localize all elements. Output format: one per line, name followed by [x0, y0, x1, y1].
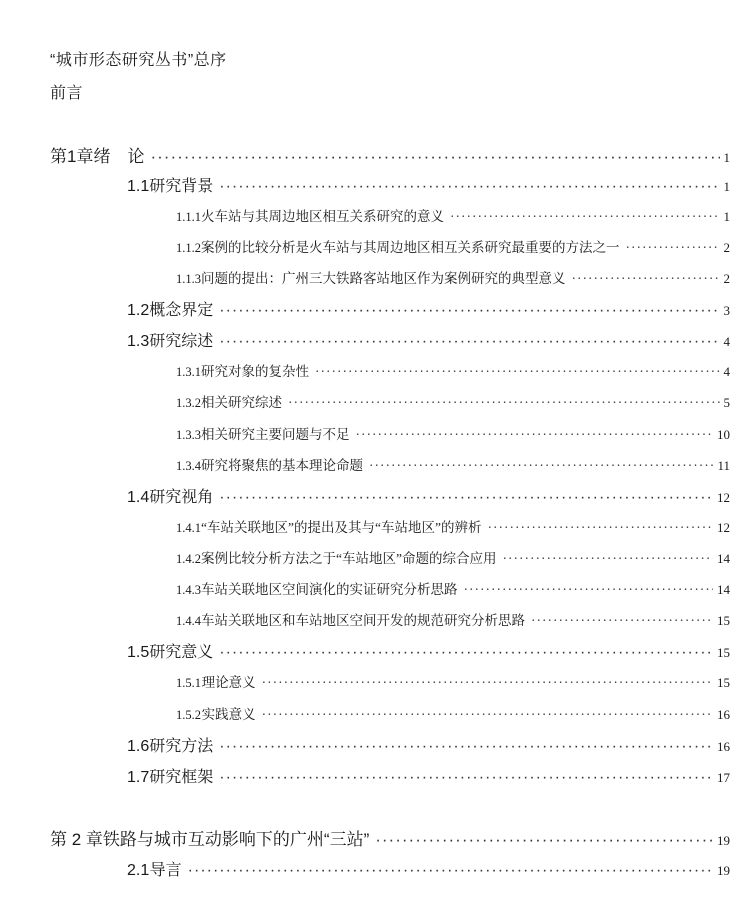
toc-entry-section[interactable]: [127, 484, 730, 507]
toc-entry-number: 1.5.1: [176, 676, 201, 690]
toc-entry-title: 研究综述: [149, 333, 214, 350]
dot-leader: [356, 427, 714, 443]
toc-entry-sub[interactable]: [176, 516, 730, 536]
toc-entry-number: 第 2 章: [50, 830, 103, 849]
toc-entry-number: 1.3.1: [176, 365, 201, 379]
dot-leader: [188, 862, 713, 880]
dot-leader: [626, 240, 720, 256]
toc-entry-page: 12: [717, 520, 730, 535]
toc-entry-title: 绪 论: [93, 147, 145, 166]
toc-entry-title: 相关研究综述: [201, 395, 282, 410]
toc-entry-page: 19: [717, 863, 730, 878]
toc-entry-sub[interactable]: [176, 703, 730, 723]
toc-entry-title: 研究对象的复杂性: [201, 364, 309, 379]
toc-entry-number: 1.1: [127, 178, 150, 195]
toc-entry-number: 1.3.4: [176, 459, 201, 473]
front-matter-series-preface[interactable]: “城市形态研究丛书”总序: [50, 52, 227, 69]
dot-leader: [262, 707, 713, 723]
dot-leader: [219, 769, 713, 787]
toc-entry-page: 4: [723, 364, 730, 379]
dot-leader: [531, 613, 713, 629]
toc-entry-number: 1.3.3: [176, 428, 201, 442]
toc-entry-number: 1.2: [127, 302, 150, 319]
toc-entry-number: 1.1.2: [176, 241, 201, 255]
toc-entry-title: 理论意义: [201, 675, 256, 690]
toc-entry-page: 10: [717, 427, 730, 442]
toc-entry-title: 研究意义: [149, 644, 214, 661]
toc-entry-page: 14: [717, 582, 730, 597]
toc-entry-number: 1.4.4: [176, 614, 201, 628]
dot-leader: [450, 209, 720, 225]
toc-entry-sub[interactable]: [176, 454, 730, 474]
toc-entry-title: 实践意义: [201, 707, 256, 722]
toc-entry-title: 研究方法: [149, 738, 214, 755]
toc-entry-number: 2.1: [127, 862, 150, 879]
toc-entry-sub[interactable]: [176, 547, 730, 567]
toc-entry-number: 1.6: [127, 738, 150, 755]
dot-leader: [150, 147, 719, 167]
toc-entry-sub[interactable]: [176, 423, 730, 443]
toc-entry-title: 案例比较分析方法之于“车站地区”命题的综合应用: [201, 551, 497, 566]
toc-entry-title: 车站关联地区和车站地区空间开发的规范研究分析思路: [201, 613, 525, 628]
toc-entry-title: 相关研究主要问题与不足: [201, 427, 350, 442]
toc-entry-page: 12: [717, 490, 730, 505]
dot-leader: [219, 178, 719, 196]
toc-entry-title: “车站关联地区”的提出及其与“车站地区”的辨析: [201, 520, 482, 535]
toc-entry-page: 16: [717, 707, 730, 722]
dot-leader: [219, 333, 719, 351]
toc-entry-page: 11: [717, 458, 730, 473]
toc-entry-title: 问题的提出：广州三大铁路客站地区作为案例研究的典型意义: [201, 271, 566, 286]
toc-entry-number: 1.1.3: [176, 272, 201, 286]
toc-entry-page: 16: [717, 739, 730, 754]
toc-entry-title: 研究将聚焦的基本理论命题: [201, 458, 363, 473]
toc-entry-sub[interactable]: [176, 578, 730, 598]
toc-entry-sub[interactable]: [176, 236, 730, 256]
toc-entry-page: 17: [717, 770, 730, 785]
toc-entry-section[interactable]: [127, 764, 730, 787]
toc-entry-section[interactable]: [127, 328, 730, 351]
toc-entry-number: 1.4: [127, 489, 150, 506]
toc-entry-chapter[interactable]: [50, 142, 730, 167]
toc-entry-title: 研究背景: [149, 178, 214, 195]
toc-entry-title: 车站关联地区空间演化的实证研究分析思路: [201, 582, 458, 597]
toc-entry-number: 第1章: [50, 147, 94, 166]
dot-leader: [219, 489, 713, 507]
dot-leader: [375, 830, 713, 850]
dot-leader: [572, 271, 720, 287]
toc-entry-number: 1.4.1: [176, 521, 201, 535]
dot-leader: [315, 364, 720, 380]
toc-entry-number: 1.3.2: [176, 396, 201, 410]
toc-entry-page: 1: [723, 150, 730, 165]
toc-entry-section[interactable]: [127, 857, 730, 880]
toc-entry-title: 研究视角: [149, 489, 214, 506]
dot-leader: [288, 395, 720, 411]
toc-entry-page: 14: [717, 551, 730, 566]
toc-entry-title: 铁路与城市互动影响下的广州“三站”: [102, 830, 370, 849]
dot-leader: [464, 582, 714, 598]
toc-entry-page: 15: [717, 675, 730, 690]
toc-entry-sub[interactable]: [176, 609, 730, 629]
toc-entry-page: 3: [723, 303, 730, 318]
toc-entry-number: 1.5: [127, 644, 150, 661]
toc-entry-page: 15: [717, 645, 730, 660]
toc-entry-number: 1.1.1: [176, 210, 201, 224]
toc-entry-sub[interactable]: [176, 205, 730, 225]
toc-entry-page: 1: [723, 209, 730, 224]
toc-entry-title: 研究框架: [149, 769, 214, 786]
toc-entry-section[interactable]: [127, 173, 730, 196]
toc-entry-sub[interactable]: [176, 391, 730, 411]
toc-entry-title: 案例的比较分析是火车站与其周边地区相互关系研究最重要的方法之一: [201, 240, 620, 255]
toc-entry-title: 概念界定: [149, 302, 214, 319]
dot-leader: [487, 520, 713, 536]
toc-entry-page: 4: [723, 334, 730, 349]
dot-leader: [219, 738, 713, 756]
toc-entry-number: 1.3: [127, 333, 150, 350]
toc-entry-title: 导言: [149, 862, 182, 879]
toc-entry-section[interactable]: [127, 733, 730, 756]
toc-entry-number: 1.4.3: [176, 583, 201, 597]
toc-entry-number: 1.7: [127, 769, 150, 786]
toc-entry-sub[interactable]: [176, 360, 730, 380]
dot-leader: [219, 302, 719, 320]
dot-leader: [369, 458, 713, 474]
toc-entry-chapter[interactable]: [50, 825, 730, 850]
toc-entry-page: 5: [723, 395, 730, 410]
dot-leader: [219, 644, 713, 662]
dot-leader: [502, 551, 713, 567]
toc-entry-section[interactable]: [127, 639, 730, 662]
toc-entry-page: 15: [717, 613, 730, 628]
toc-entry-section[interactable]: [127, 297, 730, 320]
toc-entry-number: 1.5.2: [176, 708, 201, 722]
toc-entry-page: 2: [723, 240, 730, 255]
toc-entry-page: 2: [723, 271, 730, 286]
toc-entry-page: 19: [717, 833, 730, 848]
front-matter-foreword[interactable]: 前言: [50, 85, 84, 102]
toc-entry-number: 1.4.2: [176, 552, 201, 566]
toc-entry-page: 1: [723, 179, 730, 194]
toc-entry-title: 火车站与其周边地区相互关系研究的意义: [201, 209, 444, 224]
dot-leader: [262, 675, 713, 691]
toc-entry-sub[interactable]: [176, 671, 730, 691]
toc-entry-sub[interactable]: [176, 267, 730, 287]
